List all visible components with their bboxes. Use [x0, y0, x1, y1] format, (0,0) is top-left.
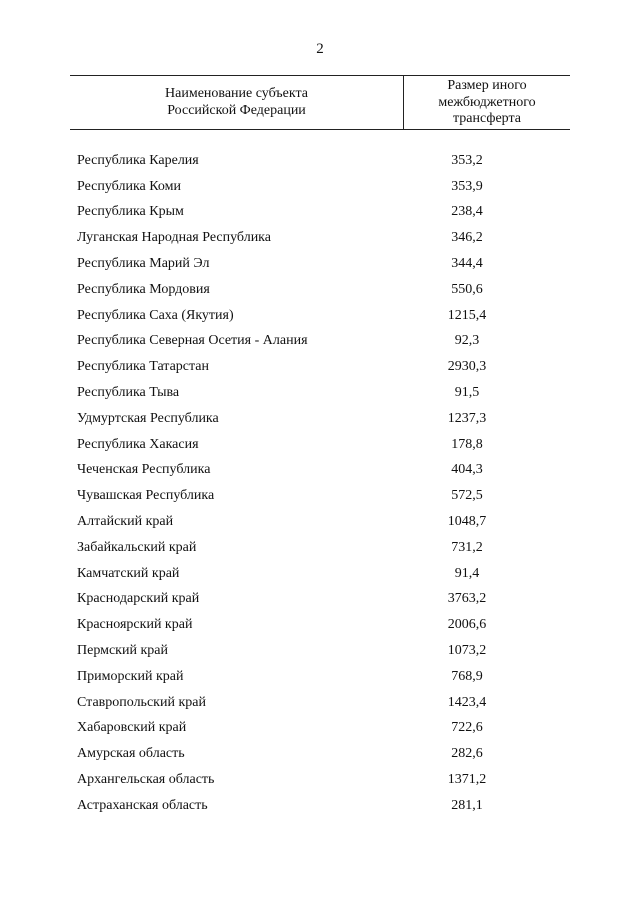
subject-name: Республика Марий Эл: [77, 256, 210, 272]
table-row: [77, 561, 547, 587]
header-transfer-amount-line-3: трансферта: [453, 111, 521, 126]
table-row: [77, 406, 547, 432]
transfer-amount: 238,4: [451, 204, 483, 220]
subject-name: Луганская Народная Республика: [77, 230, 271, 246]
transfer-amount: 92,3: [454, 333, 480, 349]
transfer-amount: 2930,3: [447, 359, 487, 375]
subject-name: Удмуртская Республика: [77, 410, 219, 426]
header-transfer-amount-line-2: межбюджетного: [438, 94, 536, 110]
transfer-amount: 1215,4: [447, 307, 487, 323]
table-row: [77, 458, 547, 484]
transfer-amount: 1073,2: [447, 643, 487, 659]
header-subject-name-line-2: Российской Федерации: [167, 103, 306, 118]
table-row: [77, 303, 547, 329]
subject-name: Республика Карелия: [77, 152, 199, 168]
subject-name: Республика Мордовия: [77, 281, 210, 297]
subject-name: Республика Тыва: [77, 385, 180, 401]
transfer-amount: 353,9: [451, 178, 483, 194]
subject-name: Алтайский край: [77, 514, 174, 530]
page-number: 2: [316, 41, 324, 57]
transfer-amount: 768,9: [451, 668, 483, 684]
transfer-amount: 91,4: [454, 565, 480, 581]
subject-name: Архангельская область: [77, 772, 215, 788]
table-row: [77, 277, 547, 303]
subject-name: Хабаровский край: [77, 720, 187, 736]
transfer-amount: 1423,4: [447, 694, 487, 710]
subject-name: Забайкальский край: [77, 539, 197, 555]
table-row: [77, 741, 547, 767]
table-row: [77, 664, 547, 690]
subject-name: Республика Хакасия: [77, 436, 199, 452]
transfer-amount: 722,6: [451, 720, 483, 736]
subject-name: Республика Крым: [77, 204, 184, 220]
subject-name: Красноярский край: [77, 617, 193, 633]
transfer-amount: 346,2: [451, 230, 483, 246]
subject-name: Республика Северная Осетия - Алания: [77, 333, 308, 349]
table-header: [70, 75, 570, 130]
table-row: [77, 509, 547, 535]
transfer-amount: 1048,7: [447, 514, 487, 530]
table-row: [77, 251, 547, 277]
transfer-amount: 3763,2: [447, 591, 487, 607]
subject-name: Амурская область: [77, 746, 185, 762]
subject-name: Краснодарский край: [77, 591, 200, 607]
subject-name: Камчатский край: [77, 565, 180, 581]
table-row: [77, 535, 547, 561]
table-row: [77, 380, 547, 406]
transfer-amount: 572,5: [451, 488, 483, 504]
table-row: [77, 329, 547, 355]
subject-name: Чеченская Республика: [77, 462, 211, 478]
transfer-amount: 731,2: [451, 539, 483, 555]
transfer-amount: 353,2: [451, 152, 483, 168]
subject-name: Республика Татарстан: [77, 359, 210, 375]
transfer-amount: 91,5: [454, 385, 480, 401]
table-row: [77, 354, 547, 380]
header-transfer-amount: [404, 78, 570, 128]
transfer-amount: 178,8: [451, 436, 483, 452]
table-row: [77, 690, 547, 716]
table-row: [77, 716, 547, 742]
subject-name: Чувашская Республика: [77, 488, 215, 504]
table-row: [77, 638, 547, 664]
subject-name: Республика Саха (Якутия): [77, 307, 234, 323]
table-row: [77, 174, 547, 200]
subject-name: Пермский край: [77, 643, 168, 659]
table-row: [77, 483, 547, 509]
subject-name: Ставропольский край: [77, 694, 206, 710]
table-row: [77, 612, 547, 638]
transfer-amount: 1237,3: [447, 410, 487, 426]
table-row: [77, 225, 547, 251]
transfer-amount: 550,6: [451, 281, 483, 297]
transfer-amount: 2006,6: [447, 617, 487, 633]
transfer-amount: 1371,2: [447, 772, 487, 788]
header-subject-name-line-1: Наименование субъекта: [165, 86, 308, 101]
table-row: [77, 200, 547, 226]
table-body: [77, 148, 547, 819]
subject-name: Приморский край: [77, 668, 184, 684]
header-subject-name: [70, 85, 403, 119]
subject-name: Астраханская область: [77, 797, 208, 813]
table-row: [77, 767, 547, 793]
table-row: [77, 432, 547, 458]
transfer-amount: 281,1: [451, 797, 483, 813]
transfer-amount: 344,4: [451, 256, 483, 272]
subject-name: Республика Коми: [77, 178, 181, 194]
table-row: [77, 793, 547, 819]
transfer-amount: 282,6: [451, 746, 483, 762]
table-row: [77, 148, 547, 174]
table-row: [77, 587, 547, 613]
header-transfer-amount-line-1: Размер иного: [447, 78, 527, 93]
transfer-amount: 404,3: [451, 462, 483, 478]
